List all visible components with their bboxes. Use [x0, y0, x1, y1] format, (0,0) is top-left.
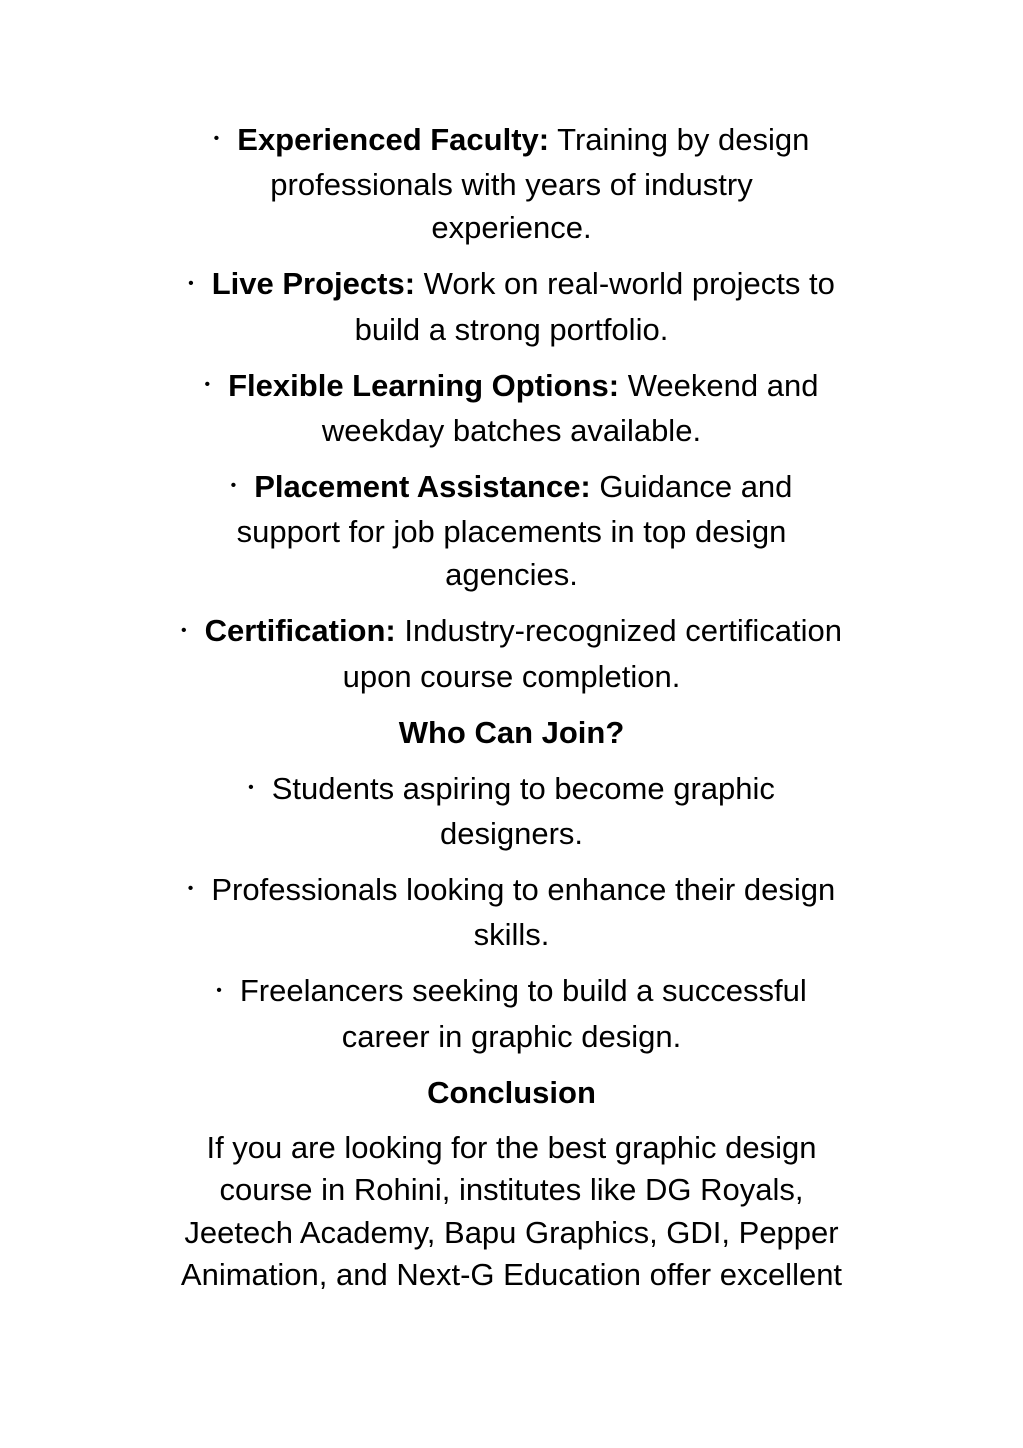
feature-text: Industry-recognized certification — [395, 613, 843, 649]
join-text: Freelancers seeking to build a successful — [239, 973, 807, 1009]
conclusion-line: course in Rohini, institutes like DG Royals, — [219, 1172, 804, 1207]
bullet-icon: • — [213, 130, 220, 148]
feature-lead: Live Projects: — [211, 266, 416, 302]
feature-text: Weekend and — [619, 367, 819, 403]
join-item-professionals — [0, 868, 1023, 956]
feature-text: build a strong portfolio. — [354, 311, 669, 347]
feature-text: experience. — [431, 210, 592, 246]
feature-item-certification — [0, 609, 1023, 697]
section-heading-who-can-join: Who Can Join? — [398, 714, 625, 750]
feature-lead: Certification: — [204, 613, 396, 649]
join-text: Professionals looking to enhance their design — [211, 871, 836, 907]
feature-lead: Experienced Faculty: — [237, 122, 550, 157]
feature-text: agencies. — [445, 557, 578, 593]
bullet-icon: • — [230, 477, 237, 495]
join-text: career in graphic design. — [341, 1018, 682, 1054]
feature-text: Training by design — [549, 122, 810, 157]
conclusion-line: Animation, and Next-G Education offer excellent — [180, 1257, 843, 1292]
feature-text: upon course completion. — [342, 658, 681, 694]
bullet-icon: • — [180, 621, 187, 639]
feature-item-live-projects — [0, 262, 1023, 350]
bullet-icon: • — [188, 274, 194, 292]
join-item-students — [0, 767, 1023, 855]
join-text: Students aspiring to become graphic — [271, 770, 775, 806]
feature-lead: Placement Assistance: — [254, 468, 591, 504]
join-text: designers. — [439, 815, 584, 851]
feature-text: Guidance and — [590, 468, 793, 504]
bullet-icon: • — [216, 981, 222, 999]
bullet-icon: • — [248, 778, 254, 796]
conclusion-paragraph — [0, 1127, 1023, 1297]
bullet-icon: • — [204, 375, 211, 393]
feature-text: support for job placements in top design — [236, 514, 787, 550]
feature-item-flexible-learning — [0, 364, 1023, 452]
conclusion-line: If you are looking for the best graphic design — [206, 1129, 817, 1165]
feature-text: Work on real-world projects to — [415, 266, 835, 302]
feature-text: professionals with years of industry — [270, 167, 753, 203]
feature-item-experienced-faculty — [0, 118, 1023, 249]
bullet-icon: • — [187, 880, 194, 898]
conclusion-line: Jeetech Academy, Bapu Graphics, GDI, Pepper — [184, 1214, 839, 1250]
feature-text: weekday batches available. — [321, 412, 702, 448]
join-text: skills. — [473, 917, 550, 953]
feature-item-placement-assistance — [0, 465, 1023, 596]
document-page — [0, 118, 1023, 1297]
join-item-freelancers — [0, 969, 1023, 1057]
section-heading-conclusion: Conclusion — [427, 1074, 596, 1110]
feature-lead: Flexible Learning Options: — [228, 367, 620, 403]
